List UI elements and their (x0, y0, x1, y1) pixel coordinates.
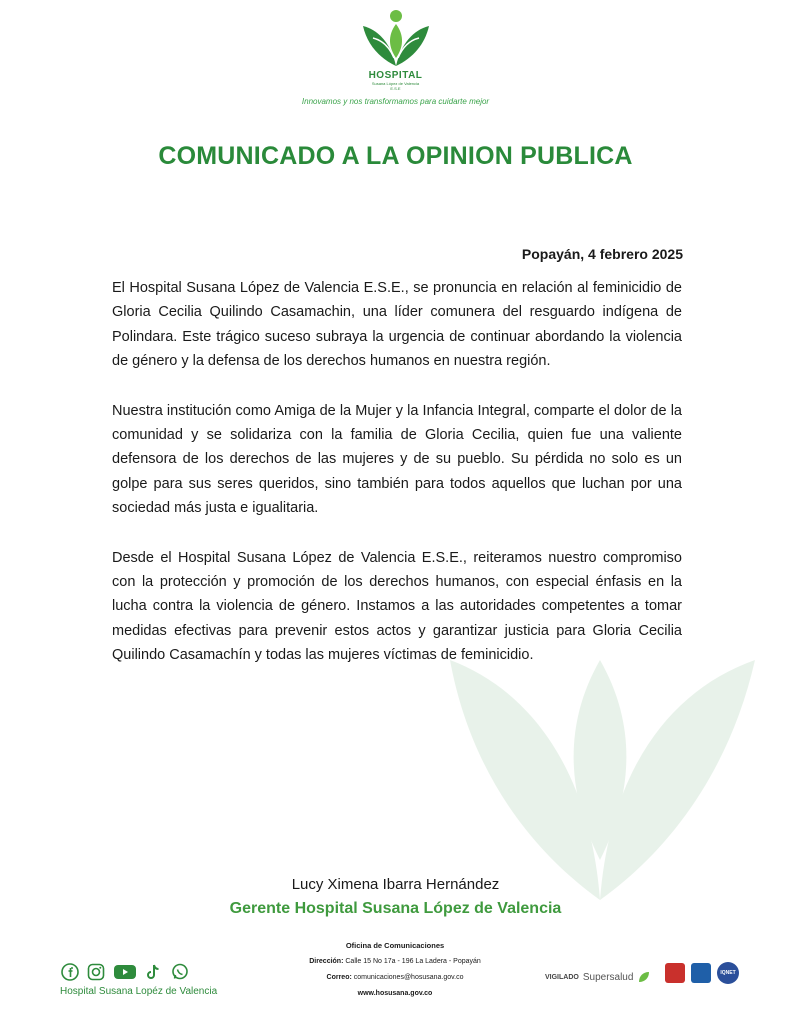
website-link[interactable]: www.hosusana.gov.co (357, 990, 433, 997)
email-label: Correo: (326, 974, 352, 981)
header (0, 8, 791, 106)
tiktok-icon[interactable] (144, 962, 164, 982)
footer-email (250, 970, 540, 986)
vigilado-prefix: VIGILADO (545, 973, 579, 981)
social-label: Hospital Susana Lopéz de Valencia (60, 986, 218, 997)
logo-name: HOSPITAL (368, 70, 423, 81)
iqnet-badge: IQNET (717, 962, 739, 984)
youtube-icon[interactable] (112, 962, 138, 982)
paragraph: El Hospital Susana López de Valencia E.S.E., se pronuncia en relación al feminicidio de Gloria Cecilia Quilindo Casamachin, una líder comunera del resguardo indígena de Polindara. Este trágico suceso subraya la urgencia de continuar abordando la violencia de género y la defensa de los derechos humanos en nuestra región. (112, 280, 682, 370)
footer-office: Oficina de Comunicaciones (345, 941, 445, 950)
supersalud-brand: Supersalud (582, 971, 634, 983)
signer-name: Lucy Ximena Ibarra Hernández (291, 876, 500, 893)
facebook-icon[interactable] (60, 962, 80, 982)
paragraph: Desde el Hospital Susana López de Valencia E.S.E., reiteramos nuestro compromiso con la protección y promoción de los derechos humanos, con especial énfasis en la lucha contra la violencia de género. Instamos a las autoridades competentes a tomar medidas efectivas para prevenir estos actos y garantizar justicia para Gloria Cecilia Quilindo Casamachín y todas las mujeres víctimas de feminicidio. (112, 549, 682, 664)
footer-address (250, 954, 540, 970)
signer-role: Gerente Hospital Susana López de Valencia (229, 900, 562, 917)
social-icons (60, 962, 190, 982)
email-value[interactable]: comunicaciones@hosusana.gov.co (353, 974, 464, 981)
whatsapp-icon[interactable] (170, 962, 190, 982)
certification-badge-icon (691, 963, 711, 983)
vigilado-supersalud (545, 970, 651, 984)
instagram-icon[interactable] (86, 962, 106, 982)
page-title: COMUNICADO A LA OPINION PUBLICA (158, 142, 633, 170)
slogan: Innovamos y nos transformamos para cuidarte mejor (301, 97, 490, 106)
footer-website (250, 986, 540, 1002)
paragraph: Nuestra institución como Amiga de la Mujer y la Infancia Integral, comparte el dolor de la comunidad y se solidariza con la familia de Gloria Cecilia, quien fue una valiente defensora de los derechos de las mujeres y de su pueblo. Su pérdida no solo es un golpe para sus seres queridos, sino también para todos aquellos que luchan por una sociedad más justa e igualitaria. (112, 402, 682, 517)
supersalud-leaf-icon (637, 970, 651, 984)
certification-badge-icon (665, 963, 685, 983)
address-value: Calle 15 No 17a - 196 La Ladera - Popayán (345, 958, 481, 965)
certification-badges (665, 962, 739, 984)
logo-subtitle: Susana López de Valencia (371, 81, 420, 86)
document-date: Popayán, 4 febrero 2025 (521, 246, 683, 262)
hospital-logo-icon (361, 8, 431, 70)
address-label: Dirección: (309, 958, 344, 965)
body-text (112, 276, 682, 693)
logo-ese: E.S.E (390, 86, 401, 91)
footer-contact (250, 938, 540, 1002)
